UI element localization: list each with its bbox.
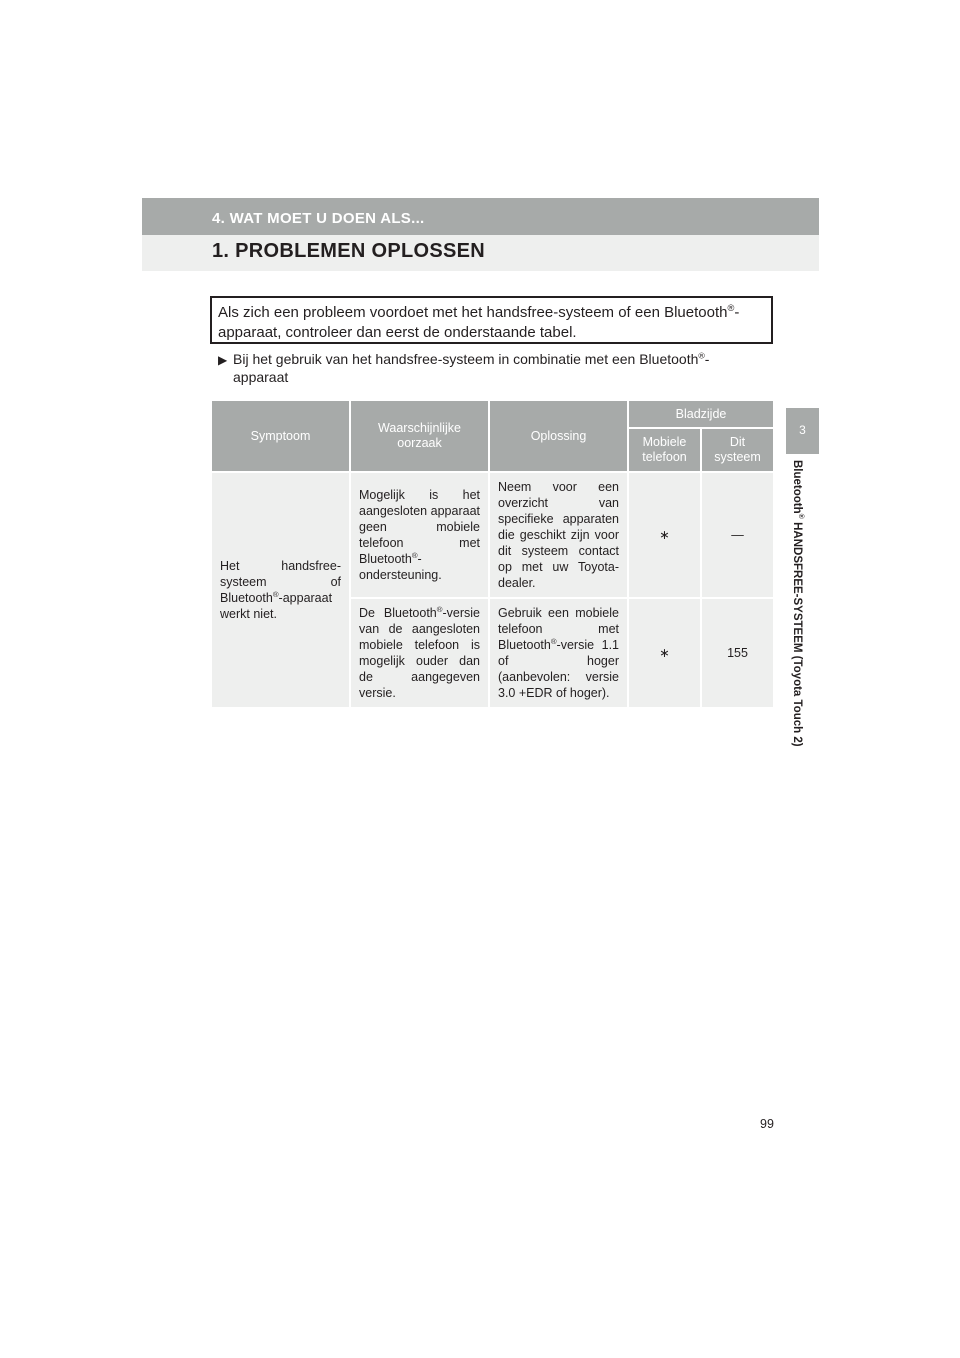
bullet-reg: ® [698, 350, 705, 361]
header-mobile: Mobiele telefoon [628, 428, 701, 472]
solution-cell [489, 598, 628, 708]
symptom-cell [211, 472, 350, 708]
chapter-title: 1. PROBLEMEN OPLOSSEN [212, 240, 486, 262]
side-title-reg: ® [796, 513, 805, 519]
cause-cell [350, 472, 489, 598]
page-number: 99 [760, 1117, 774, 1131]
mobile-page-cell: ∗ [628, 598, 701, 708]
cause-cell [350, 598, 489, 708]
troubleshooting-table [210, 399, 775, 709]
table-row [211, 472, 774, 598]
system-page-cell: 155 [701, 598, 774, 708]
chapter-header [142, 235, 819, 271]
intro-text-b: -apparaat, controleer dan eerst de onderstaande tabel. [218, 304, 740, 341]
system-page-cell: — [701, 472, 774, 598]
chapter-tab [786, 408, 819, 454]
cause-text-a: Mogelijk is het aangesloten apparaat geen mobiele telefoon met Bluetooth [359, 488, 480, 566]
bullet-text-b: - [704, 351, 710, 367]
intro-box [210, 296, 773, 344]
header-solution: Oplossing [489, 400, 628, 472]
intro-reg: ® [727, 303, 735, 313]
header-page: Bladzijde [628, 400, 774, 428]
bullet-item [218, 350, 778, 386]
symptom-text-b: -apparaat werkt niet. [220, 591, 333, 621]
bullet-text [218, 350, 778, 368]
triangle-bullet-icon: ▶ [218, 353, 228, 367]
solution-text-a: Gebruik een mobiele telefoon met Bluetooth [498, 606, 619, 652]
symptom-text-a: Het handsfree-systeem of Bluetooth [220, 559, 341, 605]
mobile-page-cell: ∗ [628, 472, 701, 598]
table-header-row [211, 400, 774, 428]
chapter-tab-number: 3 [799, 423, 806, 437]
bullet-text-c: apparaat [233, 369, 289, 385]
intro-text-a: Als zich een probleem voordoet met het handsfree-systeem of een Bluetooth [218, 304, 728, 321]
header-system: Dit systeem [701, 428, 774, 472]
solution-cell [489, 472, 628, 598]
cause-text-b: -versie van de aangesloten mobiele telefoon is mogelijk ouder dan de aangegeven versie. [359, 606, 480, 700]
solution-reg: ® [550, 636, 557, 646]
solution-text-a: Neem voor een overzicht van specifieke apparaten die geschikt zijn voor dit systeem contact op met uw Toyota-dealer. [498, 480, 619, 590]
cause-text-a: De Bluetooth [359, 606, 437, 620]
section-title: 4. WAT MOET U DOEN ALS... [212, 210, 425, 227]
chapter-side-title [791, 460, 803, 747]
header-symptom: Symptoom [211, 400, 350, 472]
cause-reg: ® [411, 550, 418, 560]
side-title-b: HANDSFREE-SYSTEEM (Toyota Touch 2) [791, 518, 803, 747]
symptom-reg: ® [272, 589, 279, 599]
cause-text-b: -ondersteuning. [359, 552, 442, 582]
bullet-text-a: Bij het gebruik van het handsfree-systeem in combinatie met een Bluetooth [233, 351, 699, 367]
side-title-a: Bluetooth [791, 460, 803, 514]
cause-reg: ® [436, 604, 443, 614]
section-header [142, 198, 819, 235]
solution-text-b: -versie 1.1 of hoger (aanbevolen: versie 3.0 +EDR of hoger). [498, 638, 619, 700]
header-cause: Waarschijnlijke oorzaak [350, 400, 489, 472]
